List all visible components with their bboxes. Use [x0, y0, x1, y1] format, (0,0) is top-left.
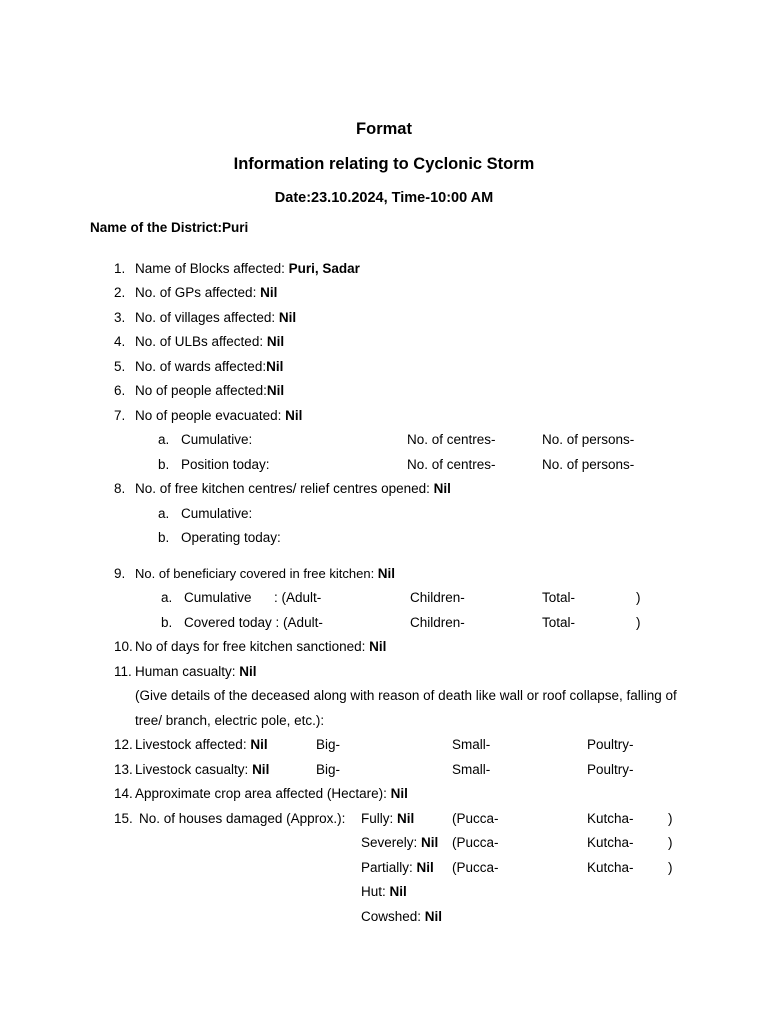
- item-15-fully-close: ): [668, 811, 673, 826]
- item-15-cowshed: [361, 910, 442, 924]
- item-10-label: No of days for free kitchen sanctioned:: [135, 639, 370, 654]
- item-15-fully-value: Nil: [397, 811, 415, 826]
- item-4-label: No. of ULBs affected:: [135, 334, 267, 349]
- item-15-fully-kutcha: Kutcha-: [587, 811, 634, 826]
- item-5-number: 5.: [114, 359, 126, 374]
- item-9a-children: Children-: [410, 590, 465, 605]
- doc-title: Format: [356, 120, 412, 138]
- item-12-big: Big-: [316, 737, 341, 752]
- item-10-number: 10.: [114, 639, 133, 654]
- item-9b-children: Children-: [410, 615, 465, 630]
- item-11-label: Human casualty:: [135, 664, 240, 679]
- item-9: [135, 567, 395, 581]
- item-6: [135, 384, 284, 398]
- item-11: [135, 665, 257, 679]
- item-9a-total: Total-: [542, 590, 576, 605]
- item-1-value: Puri, Sadar: [288, 261, 360, 276]
- item-3-label: No. of villages affected:: [135, 310, 279, 325]
- item-8-label: No. of free kitchen centres/ relief centres opened:: [135, 481, 434, 496]
- item-6-value: Nil: [266, 383, 285, 398]
- item-7-label: No of people evacuated:: [135, 408, 286, 423]
- item-15-fully: [361, 812, 414, 826]
- item-1-number: 1.: [114, 261, 126, 276]
- item-5-value: Nil: [266, 359, 284, 374]
- item-15-severely-label: Severely:: [361, 835, 422, 850]
- item-11-value: Nil: [239, 664, 257, 679]
- item-15-hut-label: Hut:: [361, 884, 390, 899]
- item-7a-label: Cumulative:: [181, 432, 253, 447]
- item-7b-centres: No. of centres-: [407, 457, 496, 472]
- item-15-severely-value: Nil: [421, 835, 439, 850]
- item-13-poultry: Poultry-: [587, 762, 634, 777]
- item-14: [135, 787, 408, 801]
- item-3-number: 3.: [114, 310, 126, 325]
- item-15-severely: [361, 836, 438, 850]
- item-9-value: Nil: [377, 566, 396, 581]
- item-4-number: 4.: [114, 334, 126, 349]
- item-9b-label: Covered today : (Adult-: [184, 615, 323, 630]
- item-9-label: No. of beneficiary covered in free kitchen:: [135, 566, 378, 581]
- item-2: [135, 286, 277, 300]
- item-6-label: No of people affected:: [135, 383, 267, 398]
- item-9a-letter: a.: [161, 590, 173, 605]
- item-15-severely-kutcha: Kutcha-: [587, 835, 634, 850]
- item-9b-letter: b.: [161, 615, 173, 630]
- item-4: [135, 335, 284, 349]
- item-7b-persons: No. of persons-: [542, 457, 635, 472]
- item-14-number: 14.: [114, 786, 133, 801]
- item-12-number: 12.: [114, 737, 133, 752]
- item-7-number: 7.: [114, 408, 126, 423]
- item-13-value: Nil: [252, 762, 270, 777]
- item-15-number: 15.: [114, 811, 133, 826]
- item-15-cowshed-value: Nil: [424, 909, 443, 924]
- item-8b-letter: b.: [158, 530, 170, 545]
- item-7a-letter: a.: [158, 432, 170, 447]
- item-8b-label: Operating today:: [181, 530, 281, 545]
- item-8-value: Nil: [433, 481, 451, 496]
- item-8a-letter: a.: [158, 506, 170, 521]
- item-3: [135, 311, 296, 325]
- item-1: [135, 262, 360, 276]
- item-5-label: No. of wards affected:: [135, 359, 267, 374]
- item-11-number: 11.: [114, 664, 132, 679]
- item-14-label: Approximate crop area affected (Hectare):: [135, 786, 391, 801]
- item-9-number: 9.: [114, 566, 126, 581]
- item-12-value: Nil: [250, 737, 268, 752]
- item-15-hut: [361, 885, 407, 899]
- item-15-fully-pucca: (Pucca-: [452, 811, 499, 826]
- item-15-label: No. of houses damaged (Approx.):: [139, 811, 346, 826]
- item-8a-label: Cumulative:: [181, 506, 253, 521]
- item-6-number: 6.: [114, 383, 126, 398]
- item-9a-label: Cumulative : (Adult-: [184, 590, 322, 605]
- item-13-number: 13.: [114, 762, 133, 777]
- item-12-label: Livestock affected:: [135, 737, 251, 752]
- item-9a-close: ): [636, 590, 641, 605]
- item-1-label: Name of Blocks affected:: [135, 261, 289, 276]
- item-13-label: Livestock casualty:: [135, 762, 253, 777]
- doc-date-time: Date:23.10.2024, Time-10:00 AM: [274, 190, 494, 206]
- item-2-label: No. of GPs affected:: [135, 285, 261, 300]
- item-4-value: Nil: [266, 334, 285, 349]
- item-10-value: Nil: [369, 639, 387, 654]
- item-15-partially-value: Nil: [416, 860, 434, 875]
- item-7a-persons: No. of persons-: [542, 432, 635, 447]
- item-12: [135, 738, 268, 752]
- item-15-fully-label: Fully:: [361, 811, 398, 826]
- item-15-severely-close: ): [668, 835, 673, 850]
- item-8: [135, 482, 451, 496]
- item-12-poultry: Poultry-: [587, 737, 634, 752]
- item-13-small: Small-: [452, 762, 491, 777]
- item-8-number: 8.: [114, 481, 126, 496]
- item-7: [135, 409, 302, 423]
- item-14-value: Nil: [390, 786, 408, 801]
- item-9b-close: ): [636, 615, 641, 630]
- item-15-partially-close: ): [668, 860, 673, 875]
- item-15-partially-pucca: (Pucca-: [452, 860, 499, 875]
- item-2-value: Nil: [260, 285, 278, 300]
- item-5: [135, 360, 283, 374]
- item-12-small: Small-: [452, 737, 491, 752]
- item-7b-letter: b.: [158, 457, 170, 472]
- item-10: [135, 640, 386, 654]
- item-3-value: Nil: [278, 310, 297, 325]
- item-7b-label: Position today:: [181, 457, 270, 472]
- item-15-severely-pucca: (Pucca-: [452, 835, 499, 850]
- item-15-cowshed-label: Cowshed:: [361, 909, 425, 924]
- doc-subtitle: Information relating to Cyclonic Storm: [233, 155, 535, 173]
- item-11-note-line-1: (Give details of the deceased along with reason of death like wall or roof collapse, falling of: [135, 688, 677, 703]
- item-7-value: Nil: [285, 408, 303, 423]
- item-15-partially-kutcha: Kutcha-: [587, 860, 634, 875]
- district-name: Name of the District:Puri: [90, 220, 249, 235]
- item-15-hut-value: Nil: [389, 884, 407, 899]
- item-13: [135, 763, 269, 777]
- item-2-number: 2.: [114, 285, 126, 300]
- item-7a-centres: No. of centres-: [407, 432, 496, 447]
- item-11-note-line-2: tree/ branch, electric pole, etc.):: [135, 713, 325, 728]
- item-15-partially: [361, 861, 434, 875]
- item-13-big: Big-: [316, 762, 341, 777]
- item-9b-total: Total-: [542, 615, 576, 630]
- item-15-partially-label: Partially:: [361, 860, 417, 875]
